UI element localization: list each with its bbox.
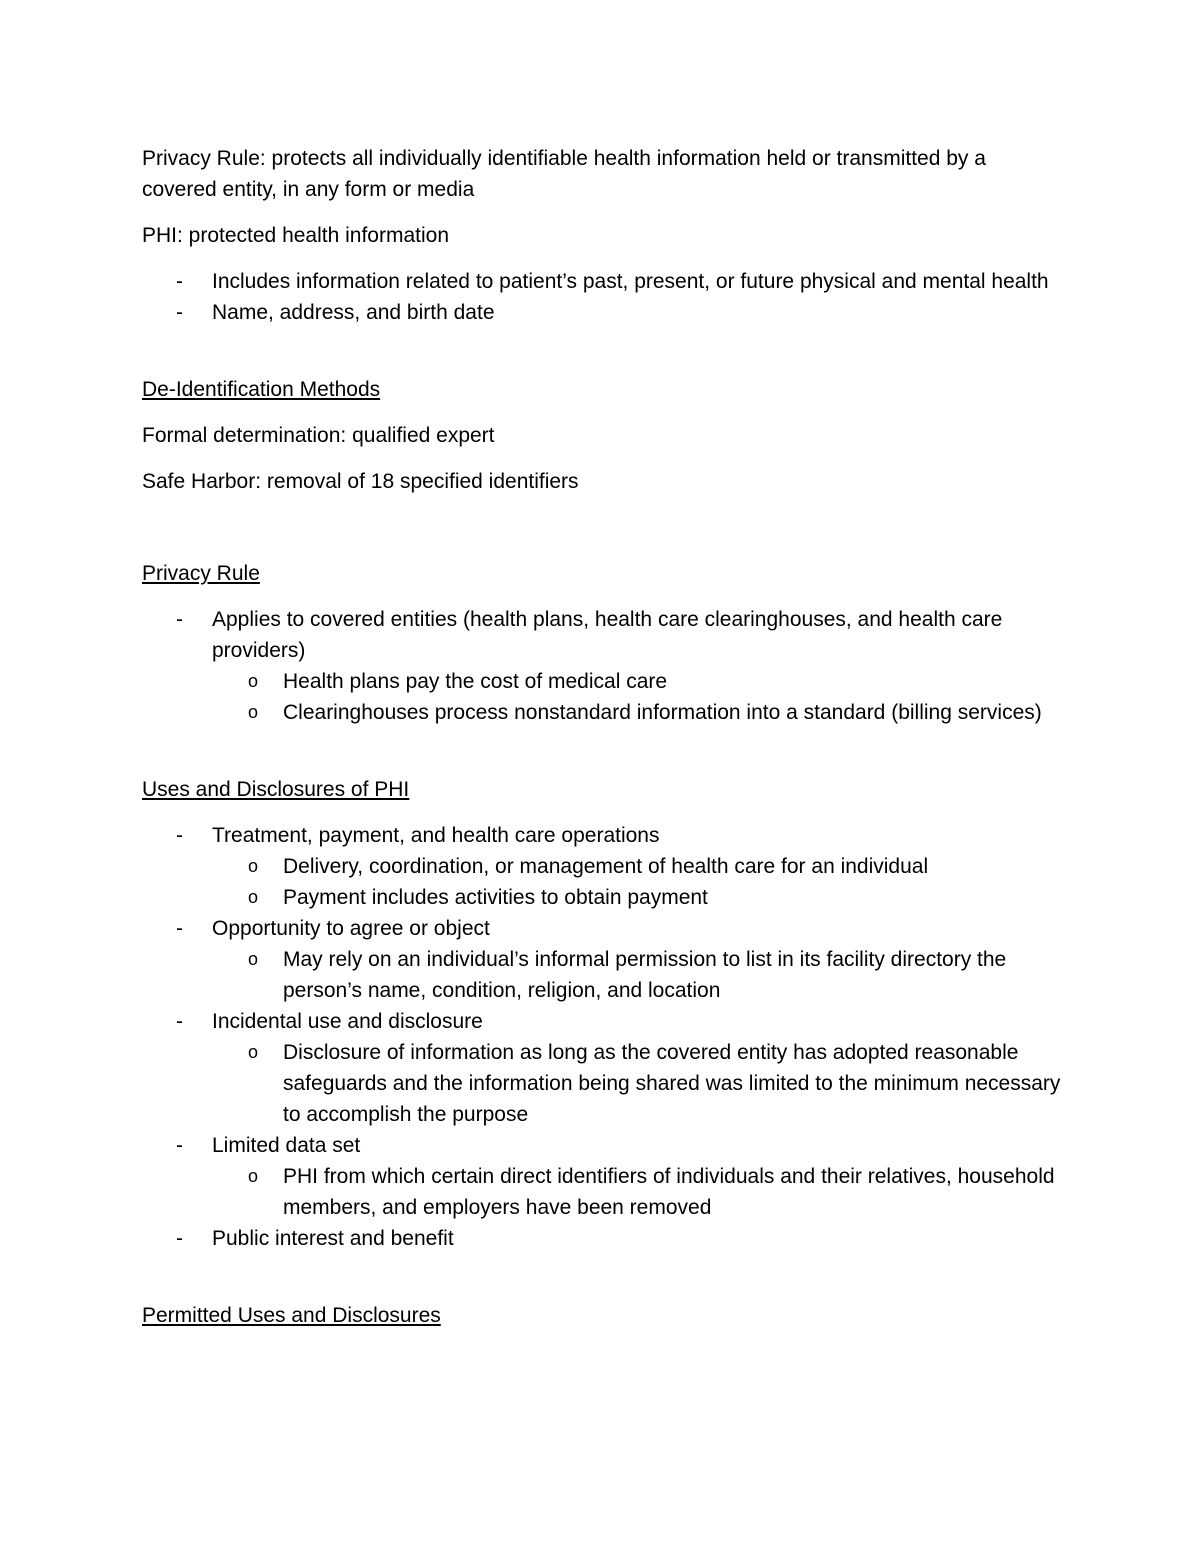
list-item	[142, 1223, 1062, 1254]
circle-bullet: o	[248, 1166, 259, 1186]
circle-bullet: o	[248, 949, 259, 969]
circle-bullet: o	[248, 856, 259, 876]
dash-bullet: -	[176, 301, 183, 324]
list-item	[142, 913, 1062, 1006]
phi-definition: PHI: protected health information	[142, 224, 450, 247]
sub-list-item	[212, 1037, 1062, 1130]
dash-bullet: -	[176, 824, 183, 847]
privacy-rule-definition: Privacy Rule: protects all individually identifiable health information held or transmitted by a covered entity, in any form or media	[142, 147, 986, 201]
sub-list-item	[212, 944, 1062, 1006]
circle-bullet: o	[248, 702, 259, 722]
spacer	[142, 728, 1062, 774]
sub-list	[142, 1037, 1062, 1130]
sub-list-item-text: Delivery, coordination, or management of health care for an individual	[283, 855, 929, 878]
list-item	[142, 1006, 1062, 1130]
sub-list	[142, 1161, 1062, 1223]
formal-determination: Formal determination: qualified expert	[142, 424, 495, 447]
circle-bullet: o	[248, 671, 259, 691]
list-item-text: Treatment, payment, and health care operations	[212, 824, 660, 847]
list-item-text: Opportunity to agree or object	[212, 917, 490, 940]
sub-list-item-text: Clearinghouses process nonstandard information into a standard (billing services)	[283, 701, 1042, 724]
deid-heading: De-Identification Methods	[142, 378, 381, 401]
list-item	[142, 604, 1062, 728]
circle-bullet: o	[248, 887, 259, 907]
dash-bullet: -	[176, 270, 183, 293]
privacy-rule-heading: Privacy Rule	[142, 562, 260, 585]
spacer	[142, 512, 1062, 558]
list-item-text: Incidental use and disclosure	[212, 1010, 483, 1033]
permitted-heading: Permitted Uses and Disclosures	[142, 1304, 441, 1327]
list-item-text: Public interest and benefit	[212, 1227, 454, 1250]
list-item-text: Limited data set	[212, 1134, 361, 1157]
spacer	[142, 1254, 1062, 1300]
list-item	[142, 297, 1062, 328]
list-item-text: Name, address, and birth date	[212, 301, 495, 324]
dash-bullet: -	[176, 917, 183, 940]
sub-list	[142, 666, 1062, 728]
privacy-rule-list	[142, 604, 1062, 728]
sub-list-item	[212, 666, 1062, 697]
dash-bullet: -	[176, 608, 183, 631]
sub-list-item	[212, 851, 1062, 882]
list-item-text: Includes information related to patient’s past, present, or future physical and mental health	[212, 270, 1049, 293]
document-page	[142, 143, 1062, 1346]
sub-list-item-text: PHI from which certain direct identifiers of individuals and their relatives, household members, and employers have been removed	[283, 1165, 1055, 1219]
dash-bullet: -	[176, 1134, 183, 1157]
sub-list-item	[212, 882, 1062, 913]
dash-bullet: -	[176, 1227, 183, 1250]
list-item	[142, 266, 1062, 297]
list-item	[142, 820, 1062, 913]
sub-list-item-text: Health plans pay the cost of medical care	[283, 670, 668, 693]
sub-list-item-text: May rely on an individual’s informal permission to list in its facility directory the person’s name, condition, religion, and location	[283, 948, 1007, 1002]
sub-list-item-text: Payment includes activities to obtain payment	[283, 886, 708, 909]
circle-bullet: o	[248, 1042, 259, 1062]
list-item	[142, 1130, 1062, 1223]
sub-list	[142, 851, 1062, 913]
sub-list-item-text: Disclosure of information as long as the covered entity has adopted reasonable safeguards and the information being shared was limited to the minimum necessary to accomplish the purpose	[283, 1041, 1061, 1126]
dash-bullet: -	[176, 1010, 183, 1033]
sub-list-item	[212, 697, 1062, 728]
phi-list	[142, 266, 1062, 328]
safe-harbor: Safe Harbor: removal of 18 specified identifiers	[142, 470, 579, 493]
spacer	[142, 328, 1062, 374]
sub-list-item	[212, 1161, 1062, 1223]
uses-list	[142, 820, 1062, 1254]
sub-list	[142, 944, 1062, 1006]
uses-heading: Uses and Disclosures of PHI	[142, 778, 410, 801]
list-item-text: Applies to covered entities (health plans, health care clearinghouses, and health care providers)	[212, 608, 1003, 662]
